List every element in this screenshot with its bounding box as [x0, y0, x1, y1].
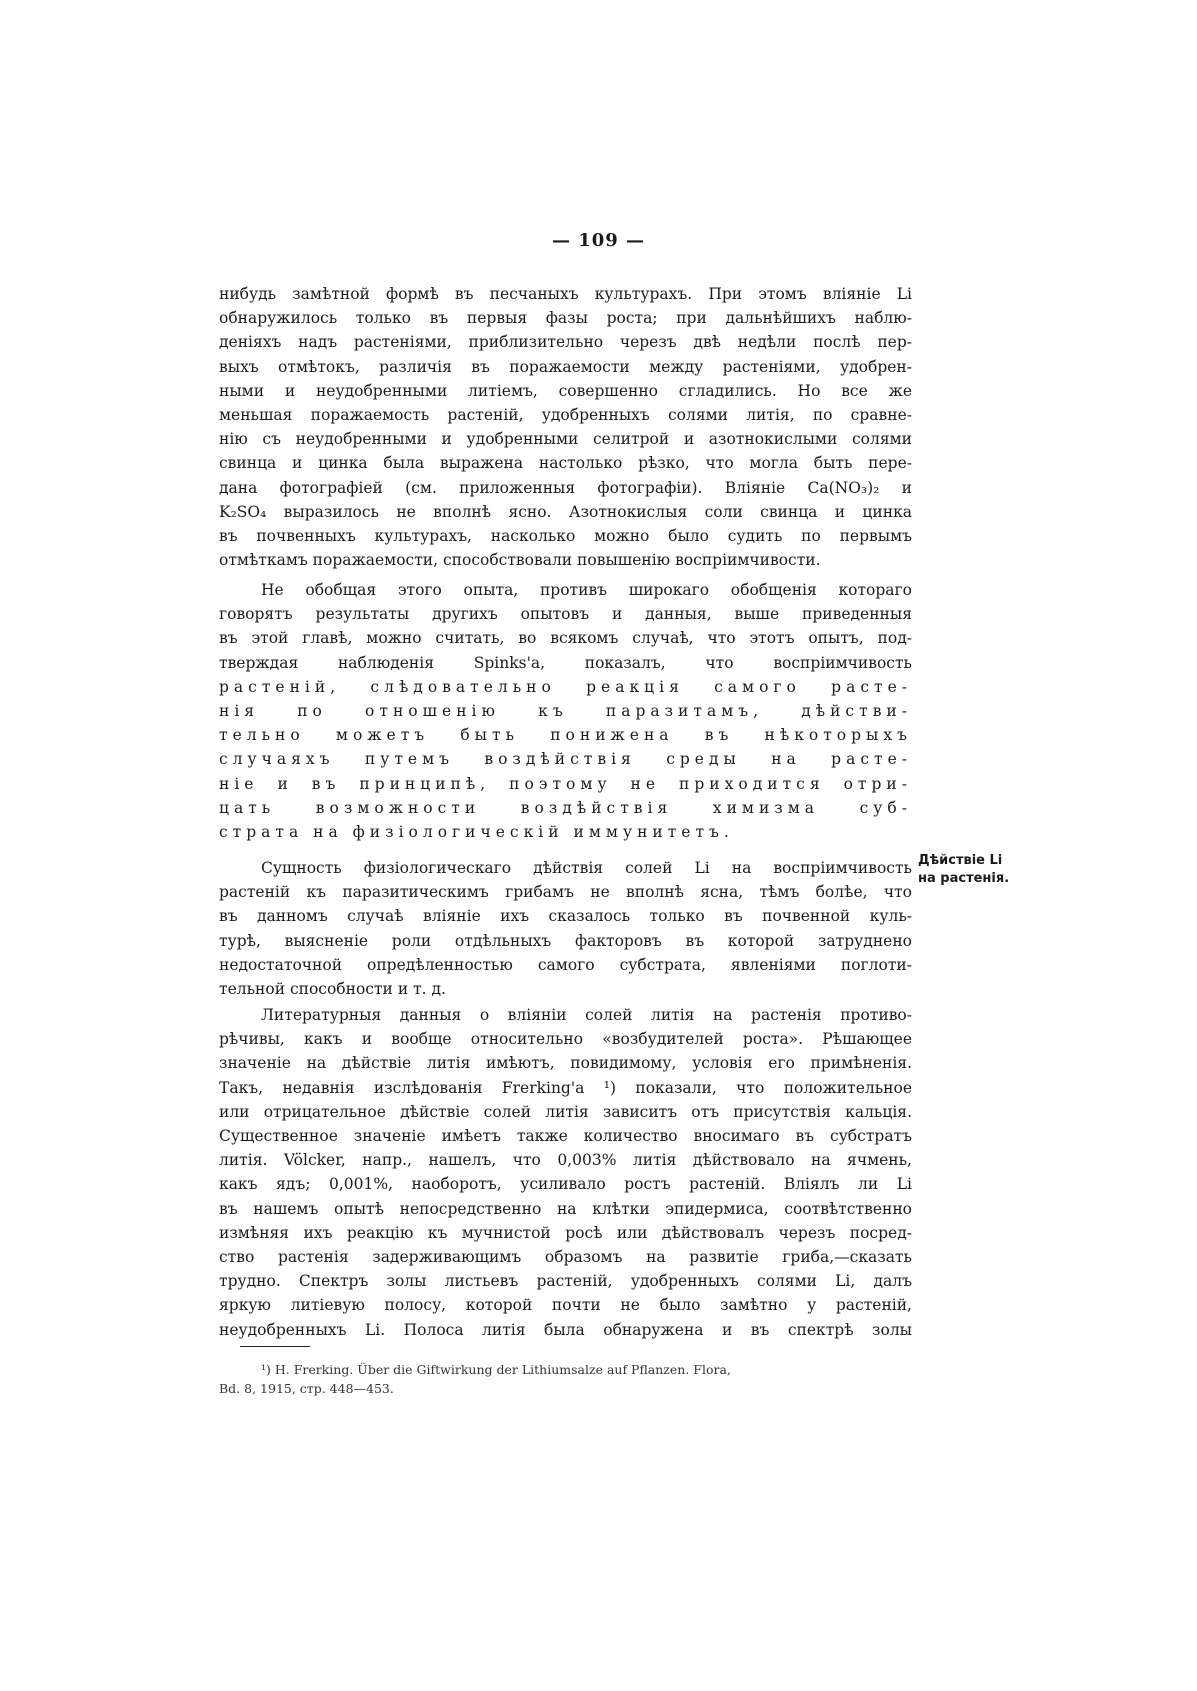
emphasized-line: страта на физіологическій иммунитетъ.: [219, 823, 734, 842]
text-line: измѣняя ихъ реакцію къ мучнистой росѣ или дѣйствовалъ черезъ посред-: [219, 1223, 912, 1242]
emphasized-line: нія по отношенію къ паразитамъ, дѣйстви-: [219, 702, 912, 721]
footnote-rule: [240, 1346, 310, 1347]
paragraph-4: [219, 1003, 912, 1342]
paragraph-2: [219, 578, 912, 844]
text-line: рѣчивы, какъ и вообще относительно «возбудителей роста». Рѣшающее: [219, 1030, 912, 1049]
text-line: неудобренныхъ Li. Полоса литія была обнаружена и въ спектрѣ золы: [219, 1320, 912, 1339]
text-line: недостаточной опредѣленностью самого субстрата, явленіями поглоти-: [219, 955, 912, 974]
text-line: Литературныя данныя о вліяніи солей литія на растенія противо-: [261, 1006, 912, 1024]
emphasized-line: тельно можетъ быть понижена въ нѣкоторыхъ: [219, 726, 912, 745]
text-line: обнаружилось только въ первыя фазы роста; при дальнѣйшихъ наблю-: [219, 309, 912, 328]
text-line: въ этой главѣ, можно считать, во всякомъ случаѣ, что этотъ опытъ, под-: [219, 629, 912, 648]
emphasized-line: цать возможности воздѣйствія химизма суб-: [219, 798, 912, 817]
text-line: ными и неудобренными литіемъ, совершенно сгладились. Но все же: [219, 381, 912, 400]
text-line: нію съ неудобренными и удобренными селитрой и азотнокислыми солями: [219, 430, 912, 449]
text-line: отмѣткамъ поражаемости, способствовали повышенію воспріимчивости.: [219, 551, 821, 570]
text-line: свинца и цинка была выражена настолько рѣзко, что могла быть пере-: [219, 454, 912, 473]
text-line: или отрицательное дѣйствіе солей литія зависитъ отъ присутствія кальція.: [219, 1102, 912, 1121]
text-line: Сущность физіологическаго дѣйствія солей Li на воспріимчивость: [261, 859, 912, 877]
text-line: растеній къ паразитическимъ грибамъ не вполнѣ ясна, тѣмъ болѣе, что: [219, 883, 912, 902]
text-line: въ почвенныхъ культурахъ, насколько можно было судить по первымъ: [219, 527, 912, 546]
paragraph-1: [219, 282, 912, 572]
text-line: литія. Völcker, напр., нашелъ, что 0,003% литія дѣйствовало на ячмень,: [219, 1151, 912, 1170]
paragraph-3: [219, 856, 912, 1001]
page-number: — 109 —: [551, 230, 646, 251]
text-line: нибудь замѣтной формѣ въ песчаныхъ культурахъ. При этомъ вліяніе Li: [219, 285, 912, 303]
text-line: K₂SO₄ выразилось не вполнѣ ясно. Азотнокислыя соли свинца и цинка: [219, 502, 912, 521]
text-line: Не обобщая этого опыта, противъ широкаго обобщенія котораго: [261, 581, 912, 599]
text-line: дана фотографіей (см. приложенныя фотографіи). Вліяніе Ca(NO₃)₂ и: [219, 478, 912, 497]
footnote: [219, 1360, 912, 1398]
text-line: Существенное значеніе имѣетъ также количество вносимаго въ субстратъ: [219, 1127, 912, 1146]
margin-note: [918, 852, 1009, 888]
footnote-line: ¹) H. Frerking. Über die Giftwirkung der Lithiumsalze auf Pflanzen. Flora,: [261, 1362, 731, 1377]
text-line: турѣ, выясненіе роли отдѣльныхъ факторовъ въ которой затруднено: [219, 931, 912, 950]
text-line: трудно. Спектръ золы листьевъ растеній, удобренныхъ солями Li, далъ: [219, 1272, 912, 1291]
text-line: деніяхъ надъ растеніями, приблизительно черезъ двѣ недѣли послѣ пер-: [219, 333, 912, 352]
text-line: тверждая наблюденія Spinks'а, показалъ, что воспріимчивость: [219, 653, 912, 672]
margin-note-line: Дѣйствіе Li: [918, 853, 1003, 868]
text-line: значеніе на дѣйствіе литія имѣютъ, повидимому, условія его примѣненія.: [219, 1054, 912, 1073]
text-line: меньшая поражаемость растеній, удобренныхъ солями литія, по сравне-: [219, 406, 912, 425]
footnote-line: Bd. 8, 1915, стр. 448—453.: [219, 1381, 394, 1396]
text-line: какъ ядъ; 0,001%, наоборотъ, усиливало ростъ растеній. Вліялъ ли Li: [219, 1175, 912, 1194]
text-line: яркую литіевую полосу, которой почти не было замѣтно у растеній,: [219, 1296, 912, 1315]
emphasized-line: ніе и въ принципѣ, поэтому не приходится отри-: [219, 774, 912, 793]
text-line: говорятъ результаты другихъ опытовъ и данныя, выше приведенныя: [219, 605, 912, 624]
text-line: выхъ отмѣтокъ, различія въ поражаемости между растеніями, удобрен-: [219, 357, 912, 376]
text-line: ство растенія задерживающимъ образомъ на развитіе гриба,—сказать: [219, 1248, 912, 1267]
margin-note-line: на растенія.: [918, 871, 1010, 886]
emphasized-line: случаяхъ путемъ воздѣйствія среды на расте-: [219, 750, 912, 769]
text-line: Такъ, недавнія изслѣдованія Frerking'а ¹) показали, что положительное: [219, 1078, 912, 1097]
text-line: тельной способности и т. д.: [219, 980, 446, 999]
emphasized-line: растеній, слѣдовательно реакція самого расте-: [219, 677, 912, 696]
text-line: въ данномъ случаѣ вліяніе ихъ сказалось только въ почвенной куль-: [219, 907, 912, 926]
text-line: въ нашемъ опытѣ непосредственно на клѣтки эпидермиса, соотвѣтственно: [219, 1199, 912, 1218]
